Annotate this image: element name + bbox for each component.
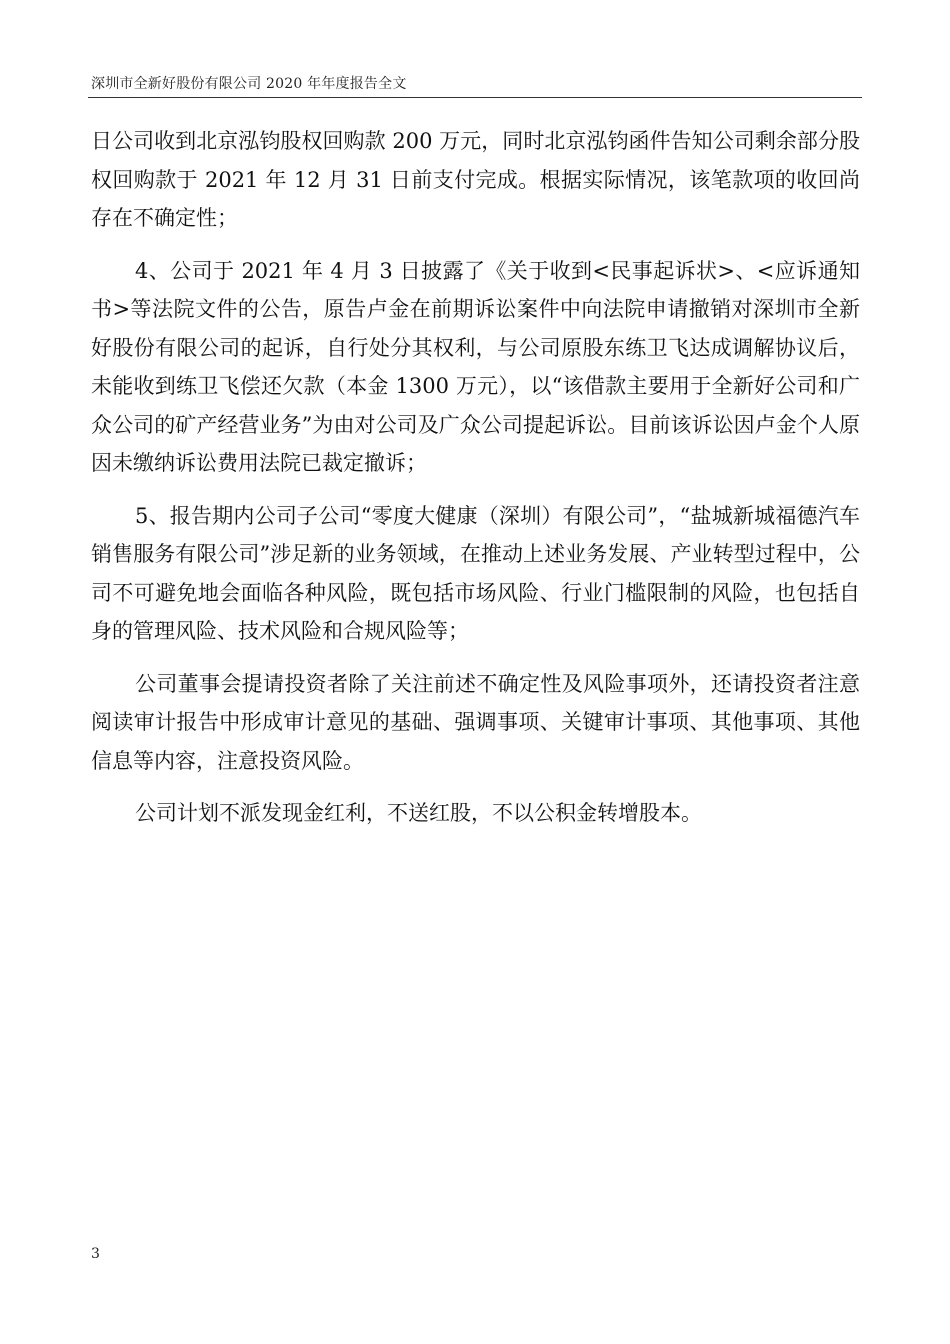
paragraph-continued-hongjun-repurchase: 日公司收到北京泓钧股权回购款 200 万元，同时北京泓钧函件告知公司剩余部分股权回购款于 2021 年 12 月 31 日前支付完成。根据实际情况，该笔款项的收回尚存在不确定性； <box>91 129 860 230</box>
paragraph-item-4-lawsuit: 4、公司于 2021 年 4 月 3 日披露了《关于收到<民事起诉状>、<应诉通知书>等法院文件的公告，原告卢金在前期诉讼案件中向法院申请撤销对深圳市全新好股份有限公司的起诉，自行处分其权利，与公司原股东练卫飞达成调解协议后，未能收到练卫飞偿还欠款（本金 1300 万元），以“该借款主要用于全新好公司和广众公司的矿产经营业务”为由对公司及广众公司提起诉讼。目前该诉讼因卢金个人原因未缴纳诉讼费用法院已裁定撤诉； <box>91 258 860 475</box>
paragraph-item-5-new-business-risk: 5、报告期内公司子公司“零度大健康（深圳）有限公司”，“盐城新城福德汽车销售服务有限公司”涉足新的业务领域，在推动上述业务发展、产业转型过程中，公司不可避免地会面临各种风险，既包括市场风险、行业门槛限制的风险，也包括自身的管理风险、技术风险和合规风险等； <box>91 503 860 643</box>
document-body <box>91 122 860 833</box>
page-number: 3 <box>91 1246 100 1262</box>
header-divider <box>88 97 862 98</box>
paragraph-board-risk-notice: 公司董事会提请投资者除了关注前述不确定性及风险事项外，还请投资者注意阅读审计报告中形成审计意见的基础、强调事项、关键审计事项、其他事项、其他信息等内容，注意投资风险。 <box>91 671 860 773</box>
paragraph-dividend-plan: 公司计划不派发现金红利，不送红股，不以公积金转增股本。 <box>135 801 702 825</box>
page-header-title: 深圳市全新好股份有限公司 2020 年年度报告全文 <box>91 76 407 92</box>
